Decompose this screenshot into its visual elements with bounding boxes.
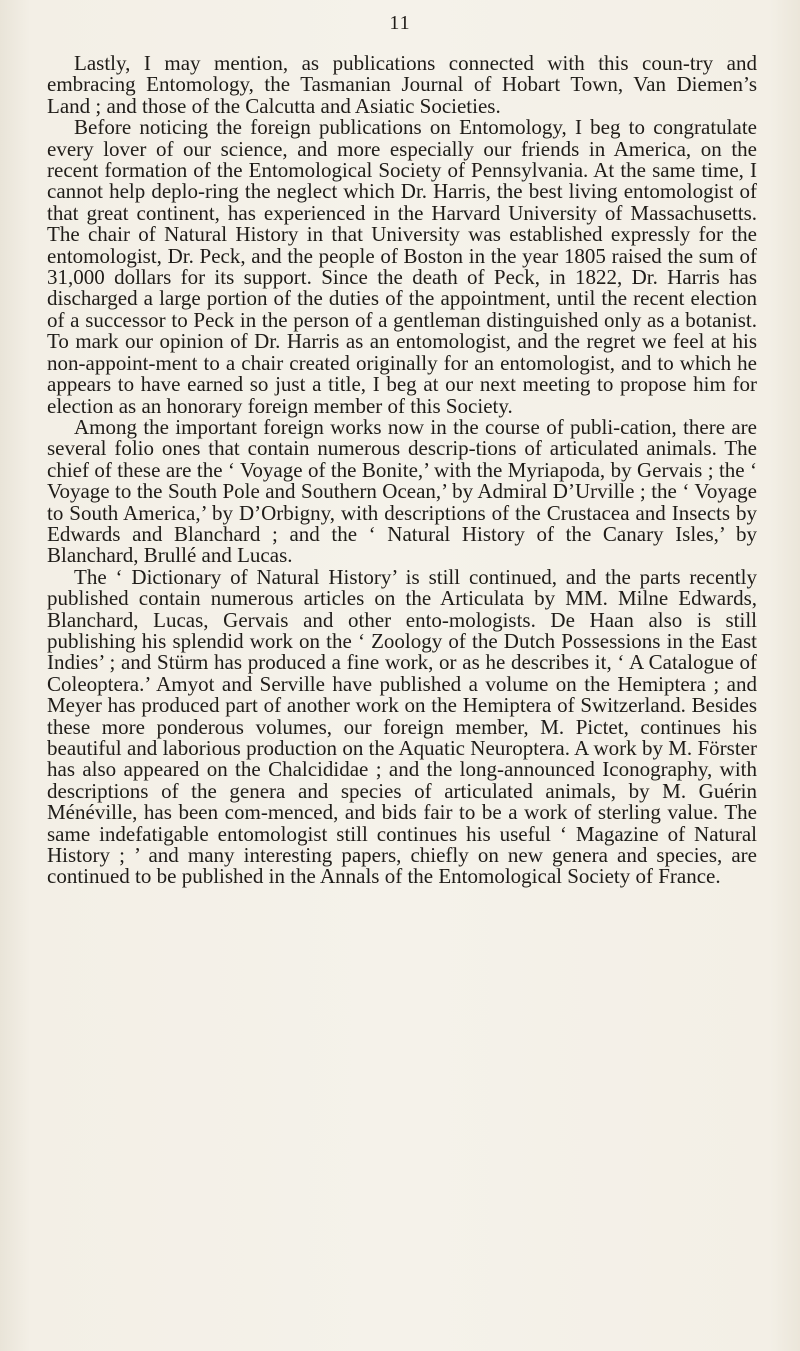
paragraph-before-noticing: Before noticing the foreign publications on Entomology, I beg to congratulate every lover of our science, and more especially our friends in America, on the recent formation of the Entomological Society of Pennsylvania. At the same time, I cannot help deplo-ring the neglect which Dr. Harris, the best living entomologist of that great continent, has experienced in the Harvard University of Massachusetts. The chair of Natural History in that University was established expressly for the entomologist, Dr. Peck, and the people of Boston in the year 1805 raised the sum of 31,000 dollars for its support. Since the death of Peck, in 1822, Dr. Harris has discharged a large portion of the duties of the appointment, until the recent election of a successor to Peck in the person of a gentleman distinguished only as a botanist. To mark our opinion of Dr. Harris as an entomologist, and the regret we feel at his non-appoint-ment to a chair created originally for an entomologist, and to which he appears to have earned so just a title, I beg at our next meeting to propose him for election as an honorary foreign member of this Society. [47,115,757,418]
body-text [47,53,757,888]
paragraph-dictionary: The ‘ Dictionary of Natural History’ is still continued, and the parts recently published contain numerous articles on the Articulata by MM. Milne Edwards, Blanchard, Lucas, Gervais and other ento-mologists. De Haan also is still publishing his splendid work on the ‘ Zoology of the Dutch Possessions in the East Indies’ ; and Stürm has produced a fine work, or as he describes it, ‘ A Catalogue of Coleoptera.’ Amyot and Serville have published a volume on the Hemiptera ; and Meyer has produced part of another work on the Hemiptera of Switzerland. Besides these more ponderous volumes, our foreign member, M. Pictet, continues his beautiful and laborious production on the Aquatic Neuroptera. A work by M. Förster has also appeared on the Chalcididae ; and the long-announced Iconography, with descriptions of the genera and species of articulated animals, by M. Guérin Ménéville, has been com-menced, and bids fair to be a work of sterling value. The same indefatigable entomologist still continues his useful ‘ Magazine of Natural History ; ’ and many interesting papers, chiefly on new genera and species, are continued to be published in the Annals of the Entomological Society of France. [47,564,757,889]
paragraph-lastly: Lastly, I may mention, as publications connected with this coun-try and embracing Entomology, the Tasmanian Journal of Hobart Town, Van Diemen’s Land ; and those of the Calcutta and Asiatic Societies. [47,51,757,118]
paragraph-among-important: Among the important foreign works now in the course of publi-cation, there are several folio ones that contain numerous descrip-tions of articulated animals. The chief of these are the ‘ Voyage of the Bonite,’ with the Myriapoda, by Gervais ; the ‘ Voyage to the South Pole and Southern Ocean,’ by Admiral D’Urville ; the ‘ Voyage to South America,’ by D’Orbigny, with descriptions of the Crustacea and Insects by Edwards and Blanchard ; and the ‘ Natural History of the Canary Isles,’ by Blanchard, Brullé and Lucas. [47,414,757,568]
page-number: 11 [389,12,411,34]
